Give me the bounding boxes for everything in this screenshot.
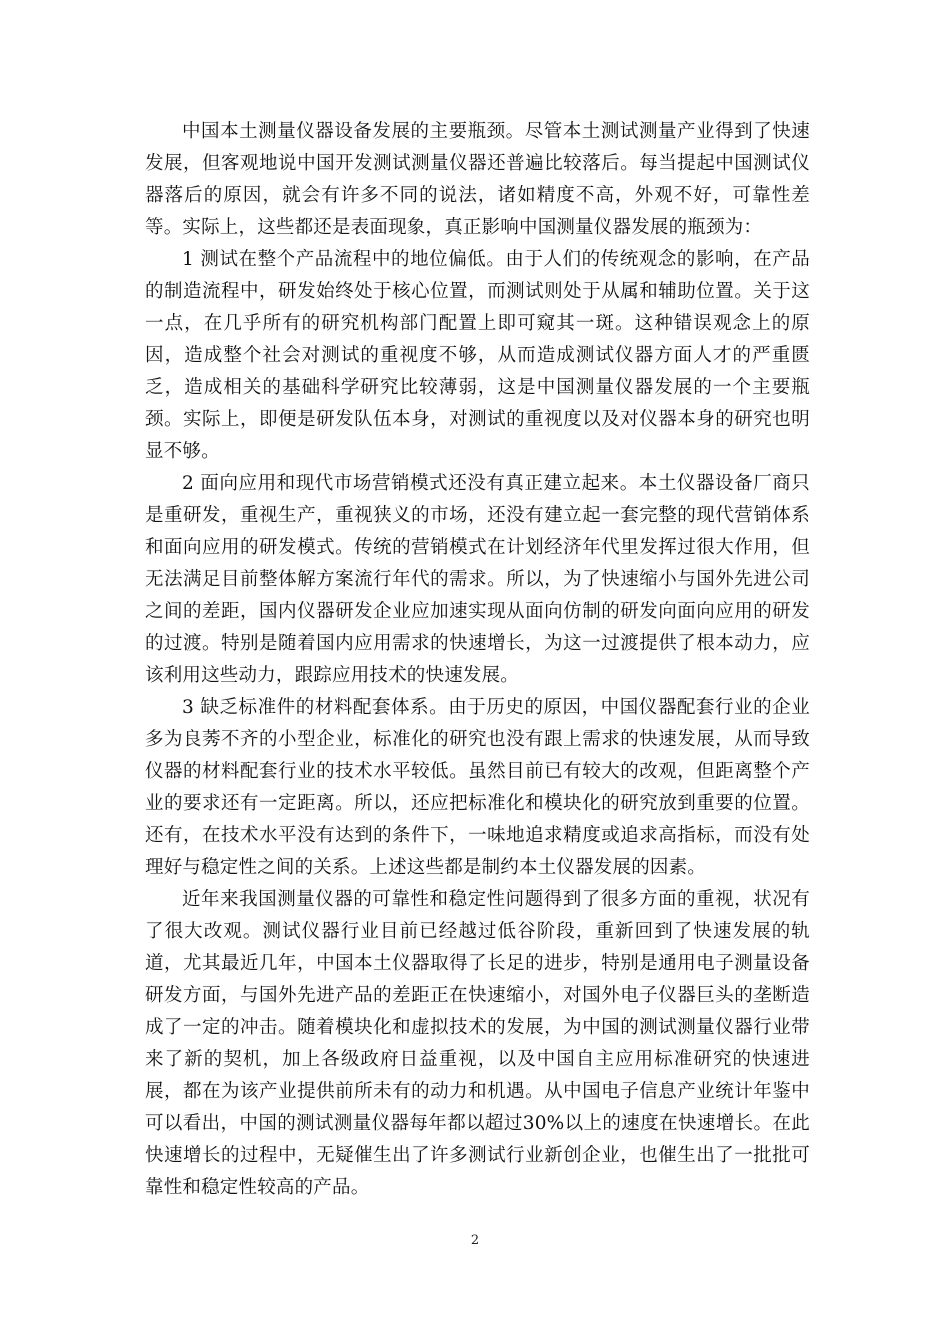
paragraph-point-2: 2 面向应用和现代市场营销模式还没有真正建立起来。本土仪器设备厂商只是重研发，重视生产，重视狭义的市场，还没有建立起一套完整的现代营销体系和面向应用的研发模式。传统的营销模式在计划经济年代里发挥过很大作用，但无法满足目前整体解方案流行年代的需求。所以，为了快速缩小与国外先进公司之间的差距，国内仪器研发企业应加速实现从面向仿制的研发向面向应用的研发的过渡。特别是随着国内应用需求的快速增长，为这一过渡提供了根本动力，应该利用这些动力，跟踪应用技术的快速发展。 (145, 473, 810, 686)
paragraph-point-3: 3 缺乏标准件的材料配套体系。由于历史的原因，中国仪器配套行业的企业多为良莠不齐的小型企业，标准化的研究也没有跟上需求的快速发展，从而导致仪器的材料配套行业的技术水平较低。虽然目前已有较大的改观，但距离整个产业的要求还有一定距离。所以，还应把标准化和模块化的研究放到重要的位置。还有，在技术水平没有达到的条件下，一味地追求精度或追求高指标，而没有处理好与稳定性之间的关系。上述这些都是制约本土仪器发展的因素。 (145, 697, 810, 878)
page-number: 2 (470, 1233, 480, 1248)
paragraph-point-1: 1 测试在整个产品流程中的地位偏低。由于人们的传统观念的影响，在产品的制造流程中，研发始终处于核心位置，而测试则处于从属和辅助位置。关于这一点，在几乎所有的研究机构部门配置上即可窥其一斑。这种错误观念上的原因，造成整个社会对测试的重视度不够，从而造成测试仪器方面人才的严重匮乏，造成相关的基础科学研究比较薄弱，这是中国测量仪器发展的一个主要瓶颈。实际上，即便是研发队伍本身，对测试的重视度以及对仪器本身的研究也明显不够。 (145, 249, 810, 462)
body-text (145, 116, 810, 1204)
paragraph-intro: 中国本土测量仪器设备发展的主要瓶颈。尽管本土测试测量产业得到了快速发展，但客观地说中国开发测试测量仪器还普遍比较落后。每当提起中国测试仪器落后的原因，就会有许多不同的说法，诸如精度不高，外观不好，可靠性差等。实际上，这些都还是表面现象，真正影响中国测量仪器发展的瓶颈为： (145, 121, 810, 238)
paragraph-conclusion: 近年来我国测量仪器的可靠性和稳定性问题得到了很多方面的重视，状况有了很大改观。测试仪器行业目前已经越过低谷阶段，重新回到了快速发展的轨道，尤其最近几年，中国本土仪器取得了长足的进步，特别是通用电子测量设备研发方面，与国外先进产品的差距正在快速缩小，对国外电子仪器巨头的垄断造成了一定的冲击。随着模块化和虚拟技术的发展，为中国的测试测量仪器行业带来了新的契机，加上各级政府日益重视，以及中国自主应用标准研究的快速进展，都在为该产业提供前所未有的动力和机遇。从中国电子信息产业统计年鉴中可以看出，中国的测试测量仪器每年都以超过30%以上的速度在快速增长。在此快速增长的过程中，无疑催生出了许多测试行业新创企业，也催生出了一批批可靠性和稳定性较高的产品。 (145, 889, 810, 1198)
